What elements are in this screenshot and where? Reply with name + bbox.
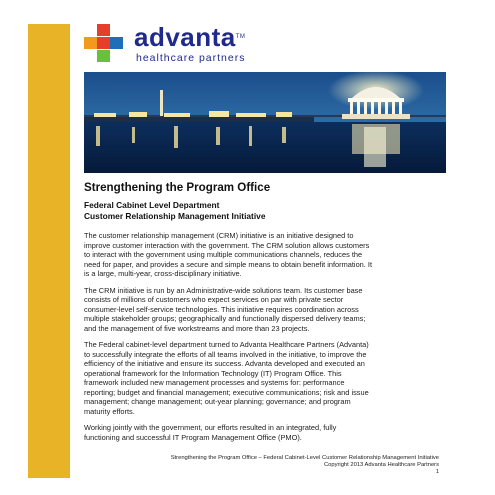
footer-title: Strengthening the Program Office – Federal Cabinet-Level Customer Relationship Management Initiative <box>170 455 439 461</box>
paragraph: The CRM initiative is run by an Administrative-wide solutions team. Its customer base consists of millions of customers who expect services on par with private sector consumer-level self-service technologies. This initiative requires coordination across multiple stakeholder groups; geographically and functionally dispersed delivery teams; and the management of five workstreams and more than 23 projects. <box>84 285 366 333</box>
logo-trademark: TM <box>235 34 246 40</box>
page-footer <box>171 455 439 477</box>
logo-mark-icon <box>84 24 124 62</box>
subtitle-line-2: Customer Relationship Management Initiative <box>84 210 266 221</box>
jefferson-memorial-night-photo <box>84 72 446 173</box>
footer-copyright: Copyright 2013 Advanta Healthcare Partners <box>323 462 439 469</box>
paragraph: The Federal cabinet-level department turned to Advanta Healthcare Partners (Advanta) to successfully integrate the efforts of all teams involved in the initiative, to improve the efficiency of the initiative and ensure its success. Advanta developed and executed an operational framework for the Information Technology (IT) Program Office. This framework included new management processes and systems for: performance reporting; budget and financial management; executive communications; risk and issue management; change management; out-year planning; governance; and program maturity efforts. <box>84 340 369 416</box>
page-number: 1 <box>435 469 439 476</box>
body-text <box>84 231 449 442</box>
company-logo <box>84 24 284 62</box>
subtitle-line-1: Federal Cabinet Level Department <box>84 200 220 210</box>
logo-subtitle: healthcare partners <box>136 52 246 64</box>
main-content <box>84 181 449 449</box>
logo-wordmark: advanta™ <box>134 22 246 52</box>
page-title: Strengthening the Program Office <box>84 181 271 194</box>
paragraph: The customer relationship management (CRM) initiative is an initiative designed to improve customer interaction with the government. The CRM solution allows customers to interact with the government using multiple communications channels, reduces the need for paper, and provides a secure and simple means to obtain benefit information. It is a large, multi-year, cross-disciplinary initiative. <box>84 231 372 279</box>
accent-bar <box>28 24 70 478</box>
paragraph: Working jointly with the government, our efforts resulted in an integrated, fully functioning and successful IT Program Management Office (PMO). <box>84 423 337 442</box>
